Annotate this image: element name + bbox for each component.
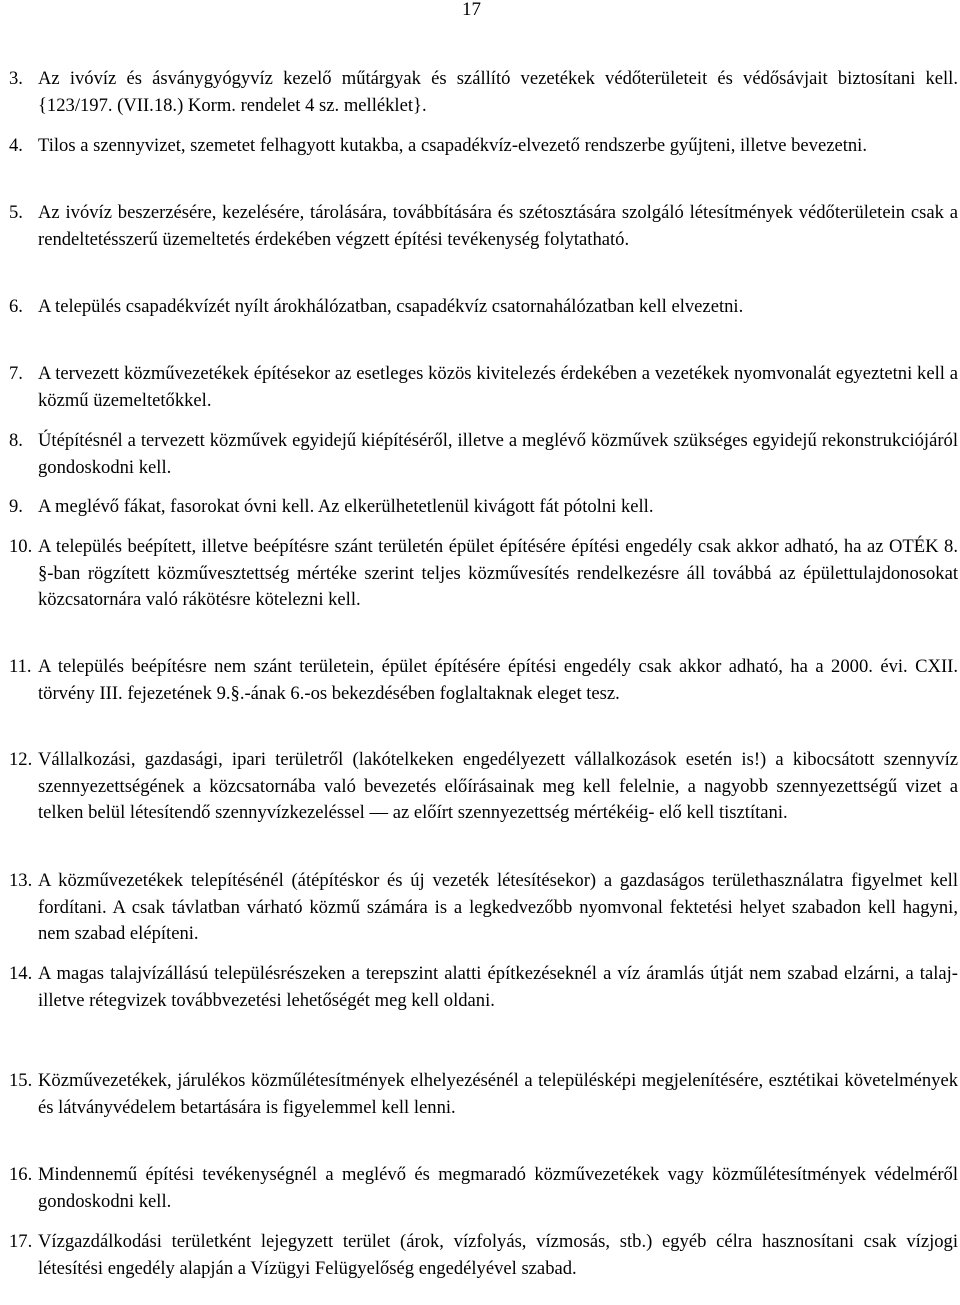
item-text: A település csapadékvízét nyílt árokhálózatban, csapadékvíz csatornahálózatban kell elvezetni. — [38, 296, 744, 317]
list-item — [9, 361, 958, 414]
list-item — [9, 534, 958, 614]
list-item — [9, 294, 958, 321]
list-item — [9, 654, 958, 707]
item-text: A település beépített, illetve beépítésre szánt területén épület építésére építési engedély csak akkor adható, ha az OTÉK 8. §-ban rögzített közművesztettség mértéke szerint teljes közművesítés rendelkezésre áll továbbá az épülettulajdonosokat közcsatornára való rákötésre kötelezni kell. — [38, 536, 958, 610]
item-text: Az ivóvíz és ásványgyógyvíz kezelő műtárgyak és szállító vezetékek védőterületeit és védősávjait biztosítani kell. {123/197. (VII.18.) Korm. rendelet 4 sz. melléklet}. — [38, 68, 958, 116]
page-number: 17 — [462, 0, 481, 20]
list-item — [9, 961, 958, 1014]
list-item — [9, 1162, 958, 1215]
item-number: 12. — [9, 749, 33, 770]
list-item — [9, 200, 958, 253]
item-number: 14. — [9, 963, 33, 984]
item-text: A meglévő fákat, fasorokat óvni kell. Az elkerülhetetlenül kivágott fát pótolni kell. — [38, 496, 654, 517]
item-text: Mindennemű építési tevékenységnél a meglévő és megmaradó közművezetékek vagy közműlétesítmények védelméről gondoskodni kell. — [38, 1164, 958, 1212]
item-text: Az ivóvíz beszerzésére, kezelésére, tárolására, továbbítására és szétosztására szolgáló létesítmények védőterületein csak a rendeltetésszerű üzemeltetés érdekében végzett építési tevékenység folytatható. — [38, 202, 958, 250]
item-number: 7. — [9, 363, 23, 384]
item-number: 11. — [9, 656, 32, 677]
item-text: Útépítésnél a tervezett közművek egyidejű kiépítéséről, illetve a meglévő közművek szükséges egyidejű rekonstrukciójáról gondoskodni kell. — [38, 430, 958, 478]
item-number: 17. — [9, 1231, 33, 1252]
item-number: 15. — [9, 1070, 33, 1091]
item-text: Közművezetékek, járulékos közműlétesítmények elhelyezésénél a településképi megjelenítésére, esztétikai követelmények és látványvédelem betartására is figyelemmel kell lenni. — [38, 1070, 958, 1118]
list-item — [9, 494, 958, 521]
item-text: Vállalkozási, gazdasági, ipari területről (lakótelkeken engedélyezett vállalkozások esetén is!) a kibocsátott szennyvíz szennyezettségének a közcsatornába való bevezetés előírásainak meg kell felelnie, a nagyobb szennyezettségű vizet a telken belül létesítendő szennyvízkezeléssel — az előírt szennyezettség mértékéig- elő kell tisztítani. — [38, 749, 958, 823]
list-item — [9, 1068, 958, 1121]
list-item — [9, 428, 958, 481]
item-number: 4. — [9, 135, 23, 156]
item-number: 13. — [9, 870, 33, 891]
item-number: 8. — [9, 430, 23, 451]
list-item — [9, 747, 958, 827]
item-number: 16. — [9, 1164, 33, 1185]
item-text: A közművezetékek telepítésénél (átépítéskor és új vezeték létesítésekor) a gazdaságos területhasználatra figyelmet kell fordítani. A csak távlatban várható közmű számára is a legkedvezőbb nyomvonal fektetési helyet szabadon kell hagyni, nem szabad elépíteni. — [38, 870, 958, 944]
item-text: A tervezett közművezetékek építésekor az esetleges közös kivitelezés érdekében a vezetékek nyomvonalát egyeztetni kell a közmű üzemeltetőkkel. — [38, 363, 958, 411]
list-item — [9, 868, 958, 948]
item-text: A magas talajvízállású településrészeken a terepszint alatti építkezéseknél a víz áramlás útját nem szabad elzárni, a talaj- illetve rétegvizek továbbvezetési lehetőségét meg kell oldani. — [38, 963, 958, 1011]
item-number: 9. — [9, 496, 23, 517]
item-text: Tilos a szennyvizet, szemetet felhagyott kutakba, a csapadékvíz-elvezető rendszerbe gyűjteni, illetve bevezetni. — [38, 135, 867, 156]
item-number: 6. — [9, 296, 23, 317]
item-text: A település beépítésre nem szánt területein, épület építésére építési engedély csak akkor adható, ha a 2000. évi. CXII. törvény III. fejezetének 9.§.-ának 6.-os bekezdésében foglaltaknak eleget tesz. — [38, 656, 958, 704]
item-number: 3. — [9, 68, 23, 89]
list-item — [9, 66, 958, 119]
item-number: 5. — [9, 202, 23, 223]
item-text: Vízgazdálkodási területként lejegyzett terület (árok, vízfolyás, vízmosás, stb.) egyéb célra hasznosítani csak vízjogi létesítési engedély alapján a Vízügyi Felügyelőség engedélyével szabad. — [38, 1231, 958, 1279]
list-item — [9, 1229, 958, 1282]
list-item — [9, 133, 958, 160]
item-number: 10. — [9, 536, 33, 557]
